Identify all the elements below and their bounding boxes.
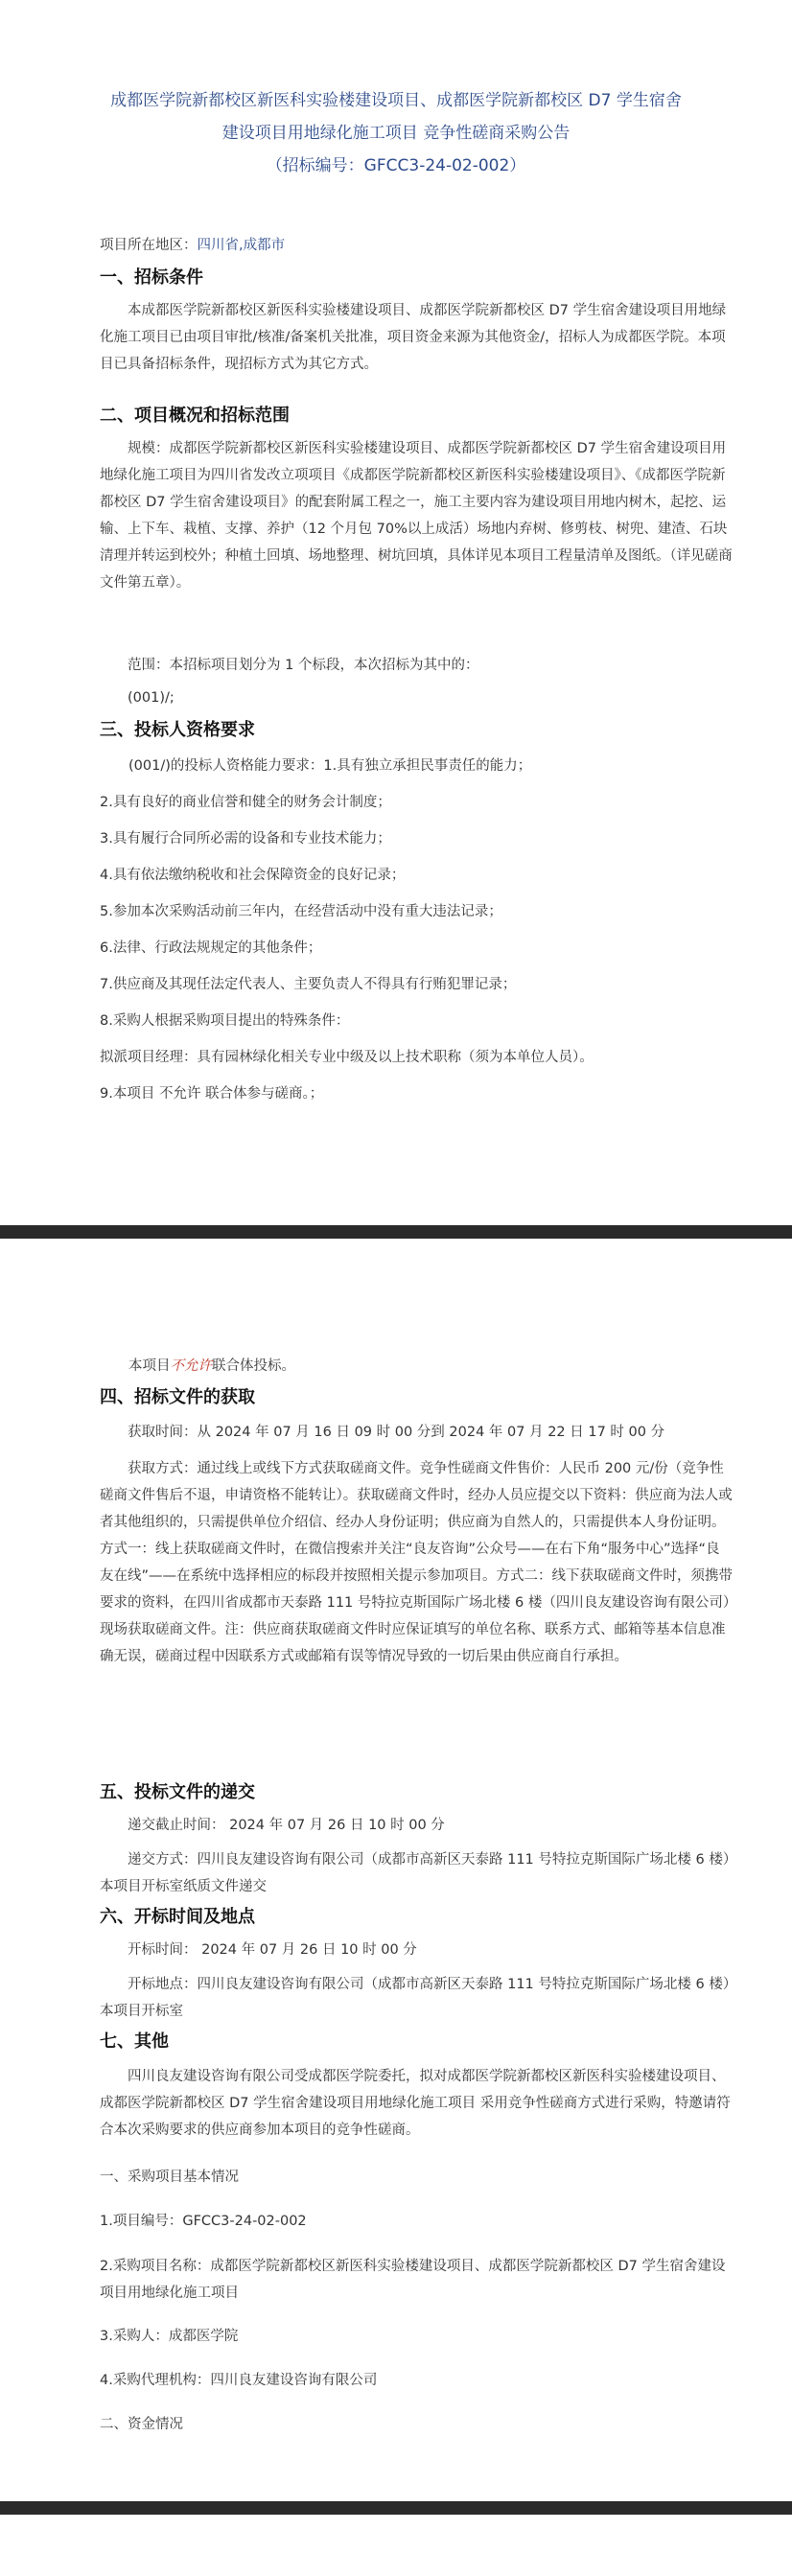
document-page-3-top — [0, 2515, 792, 2576]
qualification-item: 2.具有良好的商业信誉和健全的财务会计制度； — [100, 795, 391, 810]
page-separator — [0, 2501, 792, 2515]
qualification-item: 拟派项目经理：具有园林绿化相关专业中级及以上技术职称（须为本单位人员）。 — [100, 1050, 594, 1065]
qualification-item: 9.本项目 不允许 联合体参与磋商。； — [100, 1086, 324, 1102]
purchase-info-item: 1.项目编号：GFCC3-24-02-002 — [100, 2214, 307, 2229]
section-6-heading: 六、开标时间及地点 — [100, 1907, 255, 1927]
section-5-heading: 五、投标文件的递交 — [100, 1782, 255, 1802]
section-6-place: 开标地点：四川良友建设咨询有限公司（成都市高新区天泰路 111 号特拉克斯国际广场北楼 6 楼）本项目开标室 — [100, 1977, 731, 2019]
qualification-item: 4.具有依法缴纳税收和社会保障资金的良好记录； — [100, 868, 406, 883]
section-2-scope: 范围：本招标项目划分为 1 个标段，本次招标为其中的： — [128, 658, 479, 673]
section-2-scale: 规模：成都医学院新都校区新医科实验楼建设项目、成都医学院新都校区 D7 学生宿舍建设项目用地绿化施工项目为四川省发改立项项目《成都医学院新都校区新医科实验楼建设项目》、《成都医学院新都校区 D7 学生宿舍建设项目》的配套附属工程之一，施工主要内容为建设项目用地内树木，起挖、运输、上下车、栽植、支撑、养护（12 个月包 70%以上成活）场地内弃树、修剪枝、树兜、建渣、石块清理并转运到校外；种植土回填、场地整理、树坑回填，具体详见本项目工程量清单及图纸。（详见磋商文件第五章）。 — [100, 441, 733, 591]
section-4-heading: 四、招标文件的获取 — [100, 1387, 255, 1407]
qualification-item: 3.具有履行合同所必需的设备和专业技术能力； — [100, 831, 391, 847]
doc-title-line-2: 建设项目用地绿化施工项目 竞争性磋商采购公告 — [221, 124, 571, 143]
purchase-info-item: 4.采购代理机构：四川良友建设咨询有限公司 — [100, 2373, 378, 2388]
section-7-sub-heading-2: 二、资金情况 — [100, 2417, 183, 2432]
section-1-paragraph: 本成都医学院新都校区新医科实验楼建设项目、成都医学院新都校区 D7 学生宿舍建设项目用地绿化施工项目已由项目审批/核准/备案机关批准，项目资金来源为其他资金/，招标人为成都医学院。本项目已具备招标条件，现招标方式为其它方式。 — [100, 303, 727, 372]
purchase-info-item: 2.采购项目名称：成都医学院新都校区新医科实验楼建设项目、成都医学院新都校区 D7 学生宿舍建设项目用地绿化施工项目 — [100, 2259, 726, 2301]
qualification-item: 7.供应商及其现任法定代表人、主要负责人不得具有行贿犯罪记录； — [100, 977, 517, 992]
section-6-time: 开标时间： 2024 年 07 月 26 日 10 时 00 分 — [128, 1942, 417, 1958]
section-7-paragraph: 四川良友建设咨询有限公司受成都医学院委托，拟对成都医学院新都校区新医科实验楼建设项目、成都医学院新都校区 D7 学生宿舍建设项目用地绿化施工项目 采用竞争性磋商方式进行采购，特邀请符合本次采购要求的供应商参加本项目的竞争性磋商。 — [100, 2069, 731, 2138]
section-5-deadline: 递交截止时间： 2024 年 07 月 26 日 10 时 00 分 — [128, 1818, 445, 1833]
purchase-info-item: 3.采购人：成都医学院 — [100, 2329, 239, 2344]
section-2-heading: 二、项目概况和招标范围 — [100, 406, 290, 426]
joint-value: 不允许 — [170, 1358, 212, 1374]
location-label: 项目所在地区： — [100, 238, 198, 253]
doc-title-line-1: 成都医学院新都校区新医科实验楼建设项目、成都医学院新都校区 D7 学生宿舍 — [110, 91, 682, 110]
document-page-2 — [0, 1239, 792, 2501]
qualification-item: (001/)的投标人资格能力要求：1.具有独立承担民事责任的能力； — [128, 758, 532, 774]
document-page-1 — [0, 0, 792, 1225]
section-1-heading: 一、招标条件 — [100, 267, 203, 288]
location-value: 四川省,成都市 — [197, 238, 286, 253]
qualification-item: 5.参加本次采购活动前三年内，在经营活动中没有重大违法记录； — [100, 904, 502, 919]
section-4-method: 获取方式：通过线上或线下方式获取磋商文件。竞争性磋商文件售价：人民币 200 元/份（竞争性磋商文件售后不退，申请资格不能转让）。获取磋商文件时，经办人员应提交以下资料：供应商为法人或者其他组织的，只需提供单位介绍信、经办人身份证明；供应商为自然人的，只需提供本人身份证明。方式一：线上获取磋商文件时，在微信搜索并关注“良友咨询”公众号——在右下角“服务中心”选择“良友在线”——在系统中选择相应的标段并按照相关提示参加项目。方式二：线下获取磋商文件时，须携带要求的资料，在四川省成都市天泰路 111 号特拉克斯国际广场北楼 6 楼（四川良友建设咨询有限公司）现场获取磋商文件。注：供应商获取磋商文件时应保证填写的单位名称、联系方式、邮箱等基本信息准确无误，磋商过程中因联系方式或邮箱有误等情况导致的一切后果由供应商自行承担。 — [100, 1461, 734, 1664]
project-location — [100, 233, 285, 258]
joint-bid-statement — [128, 1354, 295, 1379]
doc-title-line-3: （招标编号：GFCC3-24-02-002） — [266, 156, 526, 175]
joint-suffix: 联合体投标。 — [212, 1358, 295, 1374]
section-7-heading: 七、其他 — [100, 2031, 169, 2052]
section-2-lot: (001)/; — [128, 690, 175, 706]
page-separator — [0, 1225, 792, 1239]
qualification-item: 6.法律、行政法规规定的其他条件； — [100, 940, 322, 956]
qualification-item: 8.采购人根据采购项目提出的特殊条件： — [100, 1013, 350, 1029]
section-7-sub-heading-1: 一、采购项目基本情况 — [100, 2170, 239, 2185]
section-3-heading: 三、投标人资格要求 — [100, 720, 255, 740]
section-4-time: 获取时间：从 2024 年 07 月 16 日 09 时 00 分到 2024 年 07 月 22 日 17 时 00 分 — [128, 1425, 665, 1440]
section-5-method: 递交方式：四川良友建设咨询有限公司（成都市高新区天泰路 111 号特拉克斯国际广场北楼 6 楼）本项目开标室纸质文件递交 — [100, 1852, 731, 1894]
joint-prefix: 本项目 — [128, 1358, 171, 1374]
